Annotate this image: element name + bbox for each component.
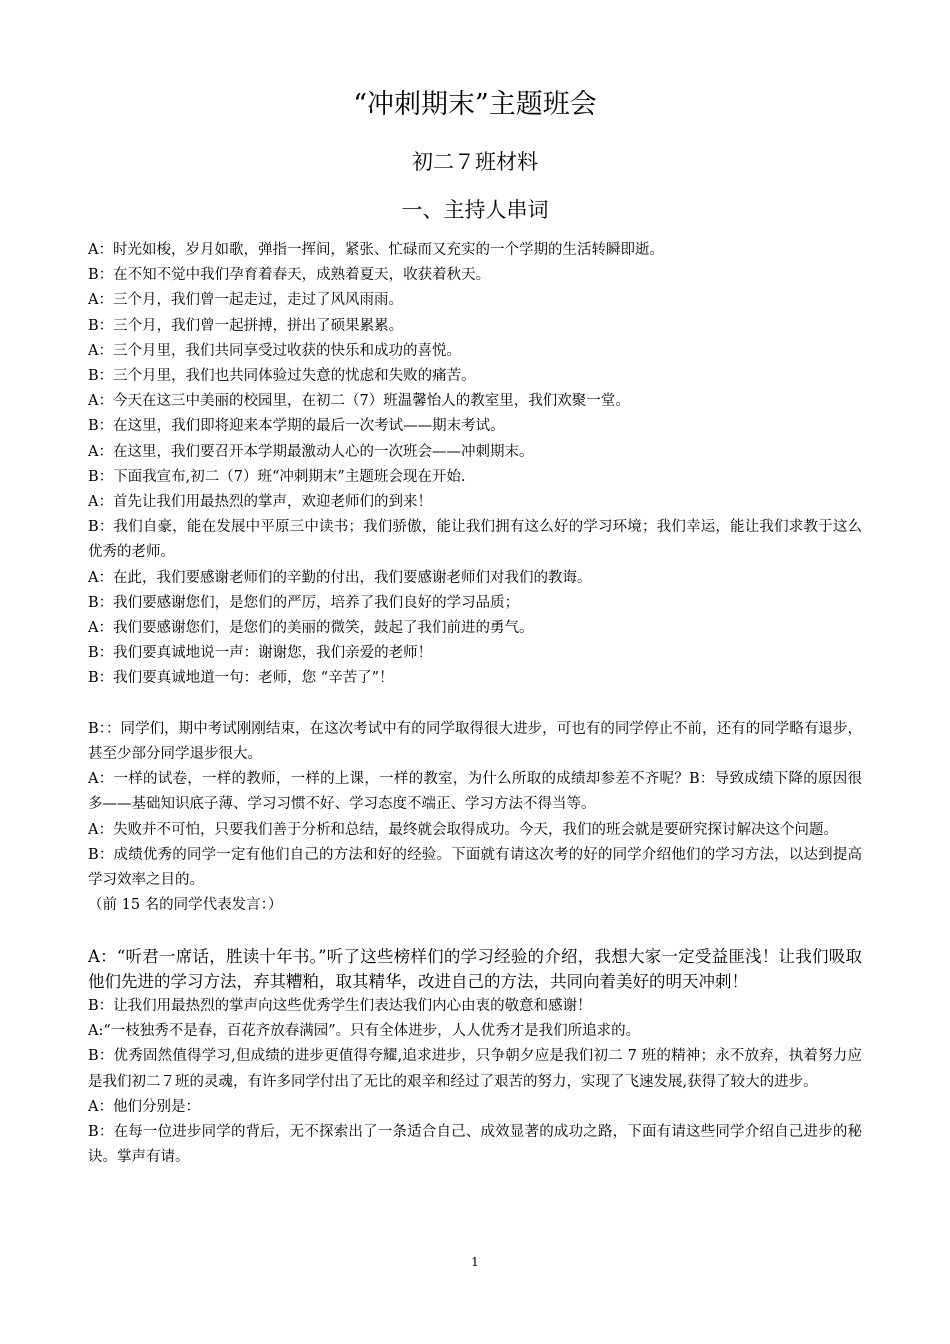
paragraph: A：我们要感谢您们，是您们的美丽的微笑，鼓起了我们前进的勇气。 — [88, 620, 534, 637]
paragraph: B：让我们用最热烈的掌声向这些优秀学生们表达我们内心由衷的敬意和感谢！ — [88, 998, 592, 1015]
document-subtitle: 初二７班材料 — [412, 150, 538, 174]
paragraph: A：时光如梭，岁月如歌，弹指一挥间，紧张、忙碌而又充实的一个学期的生活转瞬即逝。 — [88, 242, 664, 258]
paragraph: A:“一枝独秀不是春，百花齐放春满园”。只有全体进步，人人优秀才是我们所追求的。 — [88, 1023, 641, 1040]
paragraph: A：三个月里，我们共同享受过收获的快乐和成功的喜悦。 — [88, 342, 461, 359]
paragraph: B：下面我宣布,初二（7）班“冲刺期末”主题班会现在开始. — [88, 468, 466, 485]
paragraph: A：一样的试卷，一样的教师，一样的上课，一样的教室，为什么所取的成绩却参差不齐呢？B：导致成绩下降的原因很多——基础知识底子薄、学习习惯不好、学习态度不端正、学习方法不得当等。 — [88, 771, 862, 813]
section-heading: 一、主持人串词 — [401, 198, 549, 222]
document-title: “冲刺期末”主题班会 — [353, 89, 597, 120]
document-body — [88, 238, 862, 1170]
page-number: 1 — [471, 1255, 479, 1269]
paragraph: B：成绩优秀的同学一定有他们自己的方法和好的经验。下面就有请这次考的好的同学介绍他们的学习方法，以达到提高学习效率之目的。 — [88, 846, 862, 889]
paragraph: B：优秀固然值得学习,但成绩的进步更值得夸耀,追求进步，只争朝夕应是我们初二 7 班的精神；永不放弃，执着努力应是我们初二７班的灵魂，有许多同学付出了无比的艰辛和经过了艰苦的努力，实现了飞速发展,获得了较大的进步。 — [88, 1048, 862, 1090]
paragraph: B：三个月里，我们也共同体验过失意的忧虑和失败的痛苦。 — [88, 368, 476, 385]
paragraph: A：三个月，我们曾一起走过，走过了风风雨雨。 — [88, 292, 403, 309]
paragraph: B：我们要真诚地说一声：谢谢您，我们亲爱的老师！ — [88, 645, 433, 662]
paragraph: （前 15 名的同学代表发言：） — [88, 897, 283, 914]
paragraph: B：我们要真诚地道一句：老师，您 “辛苦了”！ — [88, 670, 394, 687]
paragraph: A：他们分别是： — [88, 1098, 200, 1115]
blank-line — [88, 918, 862, 943]
paragraph: A：在此，我们要感谢老师们的辛勤的付出，我们要感谢老师们对我们的教诲。 — [88, 569, 592, 586]
paragraph: A：失败并不可怕，只要我们善于分析和总结，最终就会取得成功。今天，我们的班会就是要研究探讨解决这个问题。 — [88, 821, 838, 838]
paragraph: A：首先让我们用最热烈的掌声，欢迎老师们的到来！ — [88, 494, 432, 511]
paragraph: A：今天在这三中美丽的校园里，在初二（7）班温馨怡人的教室里，我们欢聚一堂。 — [88, 393, 630, 410]
paragraph: B：在这里，我们即将迎来本学期的最后一次考试——期末考试。 — [88, 418, 505, 435]
blank-line — [88, 692, 862, 717]
paragraph: B：在不知不觉中我们孕育着春天，成熟着夏天，收获着秋天。 — [88, 267, 491, 284]
paragraph: B：：同学们，期中考试刚刚结束，在这次考试中有的同学取得很大进步，可也有的同学停止不前，还有的同学略有退步，甚至少部分同学退步很大。 — [88, 720, 862, 763]
paragraph: A：在这里，我们要召开本学期最激动人心的一次班会——冲刺期末。 — [88, 443, 534, 460]
paragraph: B：在每一位进步同学的背后，无不探索出了一条适合自己、成效显著的成功之路，下面有请这些同学介绍自己进步的秘诀。掌声有请。 — [88, 1124, 862, 1166]
paragraph: B：我们要感谢您们，是您们的严厉，培养了我们良好的学习品质； — [88, 594, 520, 611]
paragraph: B：我们自豪，能在发展中平原三中读书；我们骄傲，能让我们拥有这么好的学习环境；我们幸运，能让我们求教于这么优秀的老师。 — [88, 519, 862, 561]
paragraph: A：“听君一席话，胜读十年书。”听了这些榜样们的学习经验的介绍，我想大家一定受益匪浅！让我们吸取他们先进的学习方法，弃其糟粕，取其精华，改进自己的方法，共同向着美好的明天冲刺！ — [88, 946, 862, 991]
paragraph: B：三个月，我们曾一起拼搏，拼出了硕果累累。 — [88, 317, 404, 334]
